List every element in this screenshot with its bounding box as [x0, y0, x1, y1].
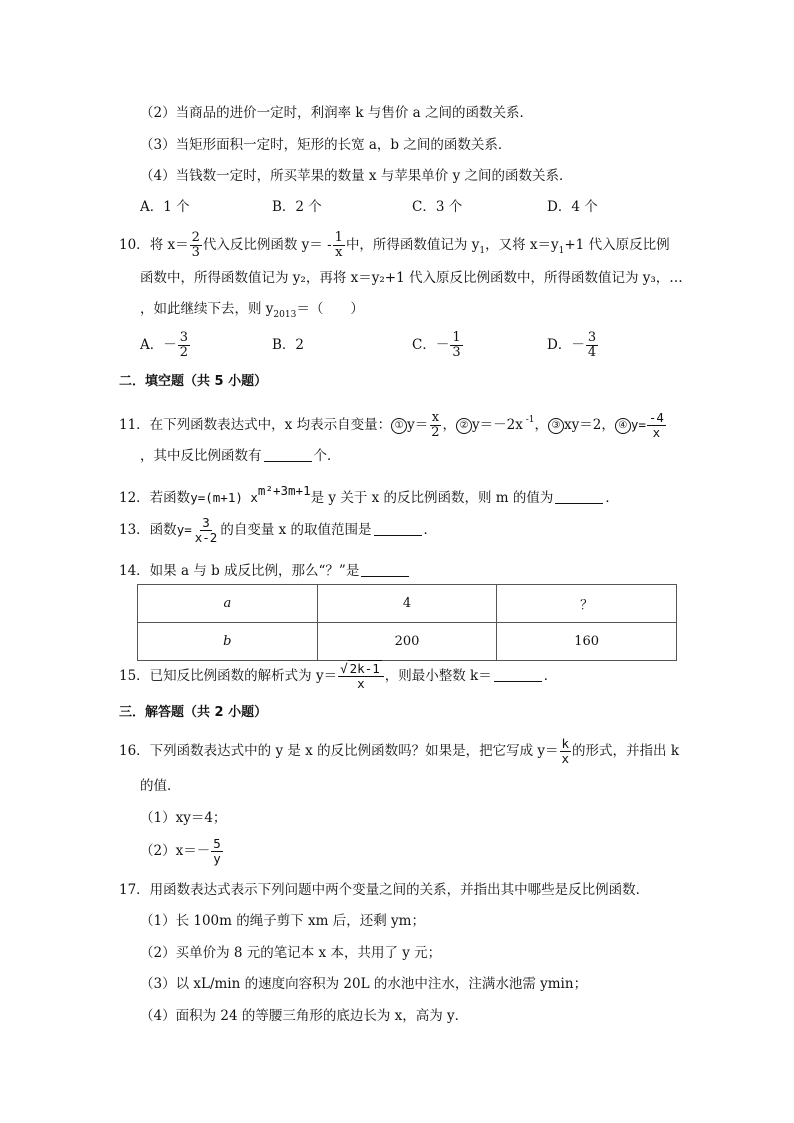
answer-blank[interactable] [264, 447, 312, 462]
q17-line-1: 17．用函数表达式表示下列问题中两个变量之间的关系，并指出其中哪些是反比例函数． [119, 882, 650, 898]
q10-fraction-1-x: $\frac{1}{x}$ [334, 230, 343, 260]
q9-item-4: （4）当钱数一定时，所买苹果的数量 x 与苹果单价 y 之间的函数关系． [140, 168, 573, 184]
answer-blank[interactable] [374, 521, 422, 536]
circled-number-icon: ① [391, 418, 407, 434]
q16-line-1: 16．下列函数表达式中的 y 是 x 的反比例函数吗？如果是，把它写成 y＝ $\frac{k}{x}$ 的形式，并指出 k [119, 736, 680, 766]
q10-text: 将 x＝ [149, 237, 189, 253]
q16-part-1: （1）xy＝4； [140, 810, 227, 826]
answer-blank[interactable] [494, 667, 542, 682]
circled-number-icon: ② [456, 418, 472, 434]
q17-part-4: （4）面积为 24 的等腰三角形的底边长为 x，高为 y． [140, 1008, 469, 1024]
q14: 14．如果 a 与 b 成反比例，那么“？”是 [119, 561, 411, 581]
q11-line-2: ，其中反比例函数有 个． [140, 448, 341, 464]
table-cell: a [138, 585, 318, 623]
q9-item-2: （2）当商品的进价一定时，利润率 k 与售价 a 之间的函数关系． [140, 105, 533, 121]
q10-option-d: D．－ $\frac{3}{4}$ [547, 330, 597, 360]
circled-number-icon: ④ [615, 418, 631, 434]
section-fill-in-heading: 二．填空题（共 5 小题） [119, 374, 268, 389]
q10-line-2: 函数中，所得函数值记为 y₂，再将 x＝y₂+1 代入原反比例函数中，所得函数值记为 y₃，… [140, 270, 683, 286]
table-cell: 200 [317, 623, 497, 661]
q10-number: 10． [119, 237, 150, 253]
q9-option-b: B．2 个 [272, 199, 322, 215]
q12: 12．若函数y=(m+1) xm²+3m+1是 y 关于 x 的反比例函数，则 m 的值为 ． [119, 483, 619, 506]
answer-blank[interactable] [555, 489, 603, 504]
q15: 15．已知反比例函数的解析式为 y＝ $\frac{√ 2k-1}{x}$ ，则最小整数 k＝ ． [119, 661, 558, 691]
circled-number-icon: ③ [548, 418, 564, 434]
q10-option-b: B．2 [272, 337, 305, 353]
q9-option-d: D．4 个 [547, 199, 598, 215]
q9-option-a: A．1 个 [140, 199, 190, 215]
q16-part-2: （2）x＝－ $\frac{5}{y}$ [140, 836, 221, 866]
q10-option-c: C．－ $\frac{1}{3}$ [412, 330, 461, 360]
q14-table [137, 584, 677, 661]
q17-part-3: （3）以 xL/min 的速度向容积为 20L 的水池中注水，注满水池需 ymin； [140, 976, 588, 992]
q9-option-c: C．3 个 [412, 199, 463, 215]
section-answer-heading: 三．解答题（共 2 小题） [119, 705, 268, 720]
q17-part-1: （1）长 100m 的绳子剪下 xm 后，还剩 ym； [140, 913, 425, 929]
q10-fraction-2-3: $\frac{2}{3}$ [191, 230, 200, 260]
q10-line-3: ，如此继续下去，则 $y_{2013}=$（ ） [140, 301, 364, 320]
q11-line-1: 11．在下列函数表达式中，x 均表示自变量： ① y＝ $\frac{x}{2}$ ， ② y＝－2x $^{-1}$， ③ xy＝2， ④ y= $\frac{-4}{x}$ [119, 410, 664, 440]
table-row [138, 585, 677, 623]
q10-option-a: A．－ $\frac{3}{2}$ [140, 330, 189, 360]
q9-item-3: （3）当矩形面积一定时，矩形的长宽 a，b 之间的函数关系． [140, 137, 512, 153]
table-cell: 4 [317, 585, 497, 623]
q13: 13．函数y= $\frac{3}{x-2}$ 的自变量 x 的取值范围是 ． [119, 515, 438, 545]
table-cell: ？ [497, 585, 677, 623]
q16-line-2: 的值． [140, 778, 181, 794]
q17-part-2: （2）买单价为 8 元的笔记本 x 本，共用了 y 元； [140, 945, 442, 961]
table-row [138, 623, 677, 661]
answer-blank[interactable] [361, 562, 409, 577]
table-cell: 160 [497, 623, 677, 661]
q10-line-1: 10．将 x＝ $\frac{2}{3}$ 代入反比例函数 y＝ - $\frac{1}{x}$ 中，所得函数值记为 $y_1$，又将 $x=y_1+1$ 代入原反比例 [119, 230, 670, 260]
table-cell: b [138, 623, 318, 661]
